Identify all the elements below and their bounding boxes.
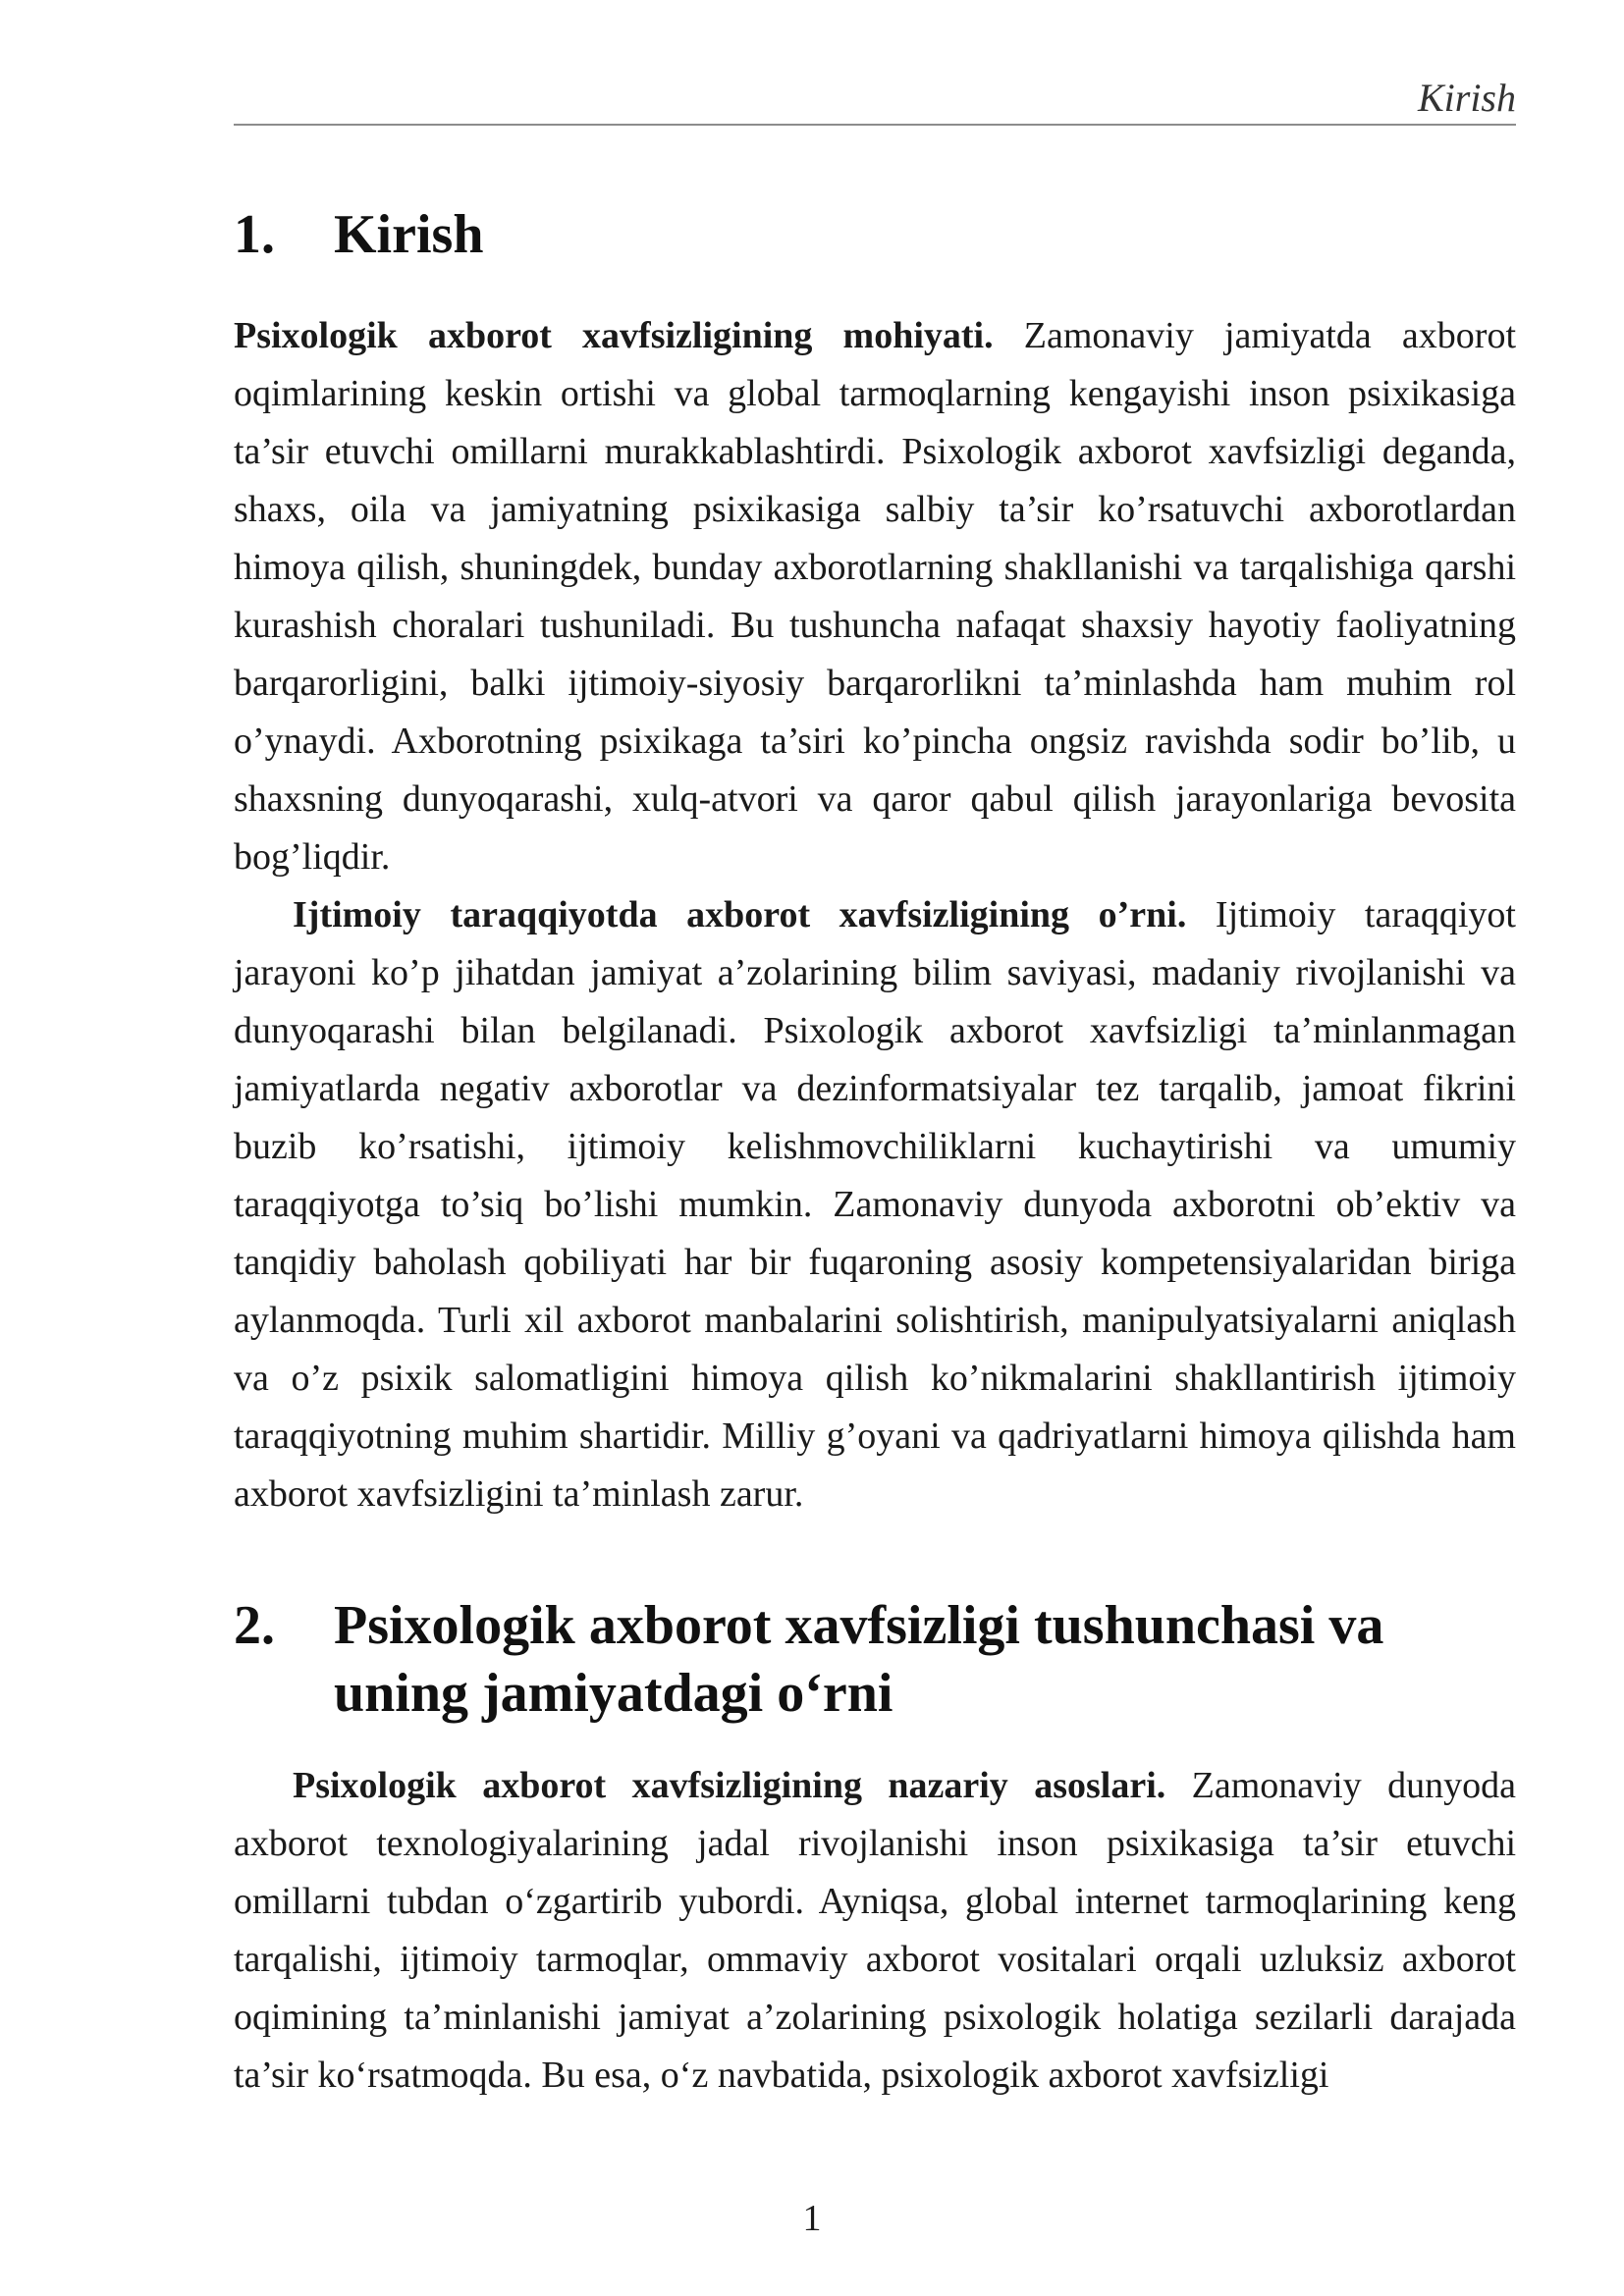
- section-number: 2.: [234, 1595, 275, 1656]
- page-content: [234, 196, 1516, 2105]
- page-number: 1: [802, 2198, 822, 2239]
- section-title: Kirish: [334, 204, 484, 265]
- section-heading-2: [234, 1592, 1516, 1728]
- section-heading-1: [234, 201, 1516, 269]
- paragraph-text: Zamonaviy jamiyatda axborot oqimlarining keskin ortishi va global tarmoqlarning kengayishi inson psixikasiga ta’sir etuvchi omillarni murakkablashtirdi. Psixologik axborot xavfsizligi deganda, shaxs, oila va jamiyatning psixikasiga salbiy ta’sir ko’rsatuvchi axborotlardan himoya qilish, shuningdek, bunday axborotlarning shakllanishi va tarqalishiga qarshi kurashish choralari tushuniladi. Bu tushuncha nafaqat shaxsiy hayotiy faoliyatning barqarorligini, balki ijtimoiy-siyosiy barqarorlikni ta’minlashda ham muhim rol o’ynaydi. Axborotning psixikaga ta’siri ko’pincha ongsiz ravishda sodir bo’lib, u shaxsning dunyoqarashi, xulq-atvori va qaror qabul qilish jarayonlariga bevosita bog’liqdir.: [234, 315, 1517, 878]
- paragraph-lead: Psixologik axborot xavfsizligining mohiyati.: [234, 315, 994, 356]
- paragraph: [234, 886, 1516, 1523]
- section-number: 1.: [234, 204, 275, 265]
- running-header-title: Kirish: [1417, 76, 1516, 120]
- paragraph: [234, 307, 1516, 886]
- paragraph-lead: Ijtimoiy taraqqiyotda axborot xavfsizligining o’rni.: [293, 894, 1187, 935]
- paragraph-text: Ijtimoiy taraqqiyot jarayoni ko’p jihatdan jamiyat a’zolarining bilim saviyasi, madaniy rivojlanishi va dunyoqarashi bilan belgilanadi. Psixologik axborot xavfsizligi ta’minlanmagan jamiyatlarda negativ axborotlar va dezinformatsiyalar tez tarqalib, jamoat fikrini buzib ko’rsatishi, ijtimoiy kelishmovchiliklarni kuchaytirishi va umumiy taraqqiyotga to’siq bo’lishi mumkin. Zamonaviy dunyoda axborotni ob’ektiv va tanqidiy baholash qobiliyati har bir fuqaroning asosiy kompetensiyalaridan biriga aylanmoqda. Turli xil axborot manbalarini solishtirish, manipulyatsiyalarni aniqlash va o’z psixik salomatligini himoya qilish ko’nikmalarini shakllantirish ijtimoiy taraqqiyotning muhim shartidir. Milliy g’oyani va qadriyatlarni himoya qilishda ham axborot xavfsizligini ta’minlash zarur.: [234, 894, 1516, 1515]
- section-title: Psixologik axborot xavfsizligi tushunchasi va uning jamiyatdagi o‘rni: [334, 1595, 1384, 1724]
- paragraph-text: Zamonaviy dunyoda axborot texnologiyalarining jadal rivojlanishi inson psixikasiga ta’sir etuvchi omillarni tubdan o‘zgartirib yubordi. Ayniqsa, global internet tarmoqlarining keng tarqalishi, ijtimoiy tarmoqlar, ommaviy axborot vositalari orqali uzluksiz axborot oqimining ta’minlanishi jamiyat a’zolarining psixologik holatiga sezilarli darajada ta’sir ko‘rsatmoqda. Bu esa, o‘z navbatida, psixologik axborot xavfsizligi: [234, 1765, 1516, 2096]
- running-header: [234, 69, 1516, 126]
- paragraph-lead: Psixologik axborot xavfsizligining nazariy asoslari.: [293, 1765, 1166, 1806]
- paragraph: [234, 1757, 1516, 2105]
